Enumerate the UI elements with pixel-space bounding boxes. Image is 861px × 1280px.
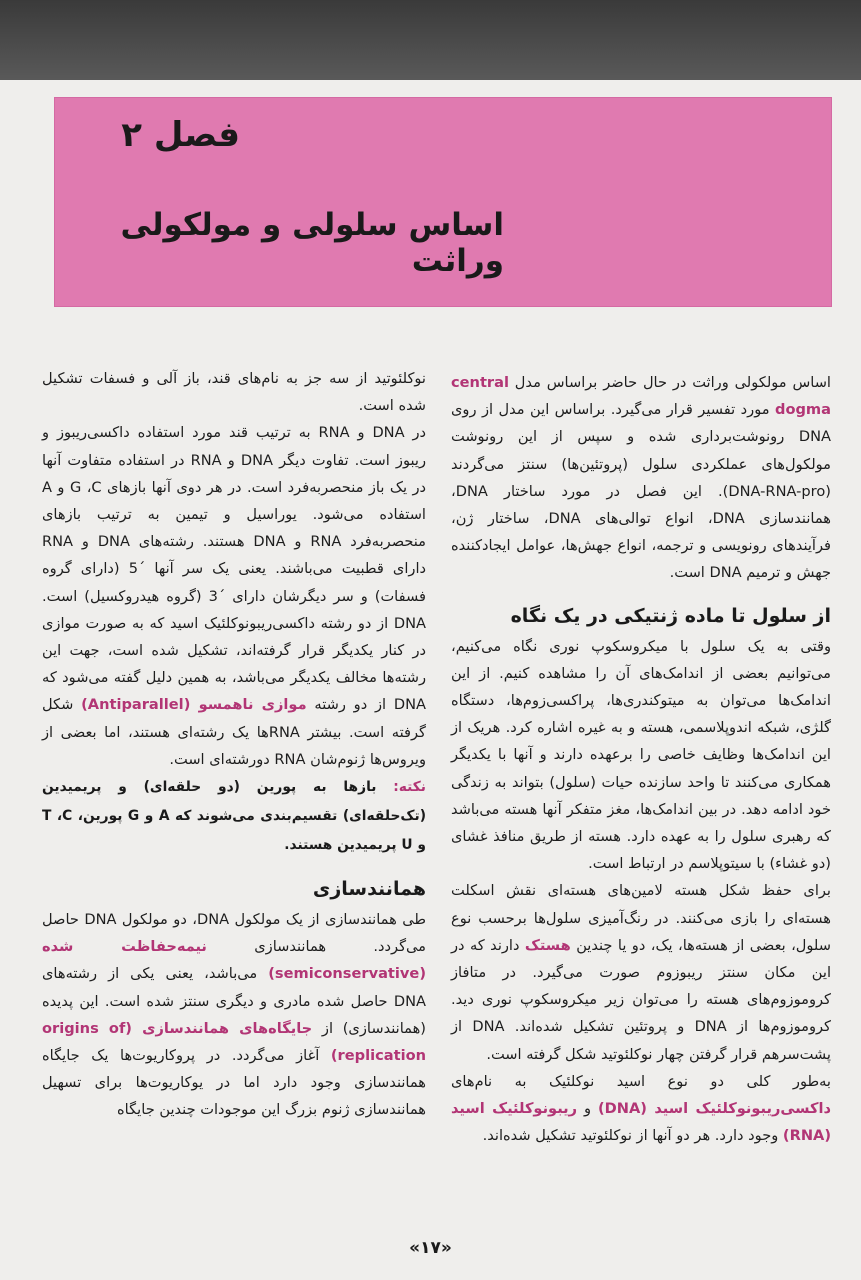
note-text: بازها به پورین (دو حلقه‌ای) و پریمیدین (تک‌حلقه‌ای) تقسیم‌بندی می‌شوند که A و G پورین، T ،C و U پریمیدین هستند. xyxy=(42,779,427,854)
note-label: نکته: xyxy=(393,779,426,796)
nucleolus-term: هستک xyxy=(524,936,571,954)
antiparallel-term: موازی ناهمسو (Antiparallel) xyxy=(81,696,307,714)
replication-paragraph: طی همانندسازی از یک مولکول DNA، دو مولکول DNA حاصل می‌گردد. همانندسازی نیمه‌حفاظت شده (semiconservative) می‌باشد، یعنی یکی از رشته‌های DNA حاصل شده مادری و دیگری سنتز شده است. این پدیده (همانندسازی) از جایگاه‌های همانندسازی (origins of replication) آغاز می‌گردد. در پروکاریوت‌ها یک جایگاه همانندسازی وجود دارد اما در یوکاریوت‌ها برای تسهیل همانندسازی ژنوم بزرگ این موجودات چندین جایگاه xyxy=(42,911,427,1119)
origins-term: جایگاه‌های همانندسازی (origins of replication) xyxy=(42,1019,426,1065)
nucleotide-paragraph: نوکلئوتید از سه جز به نام‌های قند، باز آلی و فسفات تشکیل شده است. xyxy=(42,370,426,415)
chapter-banner xyxy=(54,97,832,307)
left-column xyxy=(42,365,426,1124)
note-box xyxy=(42,773,426,860)
right-column xyxy=(451,369,831,1149)
dna-term: داکسی‌ریبونوکلئیک اسید (DNA) xyxy=(598,1100,831,1118)
intro-paragraph: اساس مولکولی وراثت در حال حاضر براساس مدل central dogma مورد تفسیر قرار می‌گیرد. براساس این مدل از روی DNA رونوشت‌برداری شده و سپس از این رونوشت مولکول‌های عملکردی سلول (پروتئین‌ها) سنتز می‌گردند (DNA-RNA-pro). این فصل در مورد ساختار DNA، همانندسازی DNA، انواع توالی‌های DNA، ساختار ژن، فرآیندهای رونویسی و ترجمه، انواع جهش‌ها، عوامل ایجادکننده جهش و ترمیم DNA است. xyxy=(451,374,831,582)
nucleic-acid-paragraph: به‌طور کلی دو نوع اسید نوکلئیک به نام‌های داکسی‌ریبونوکلئیک اسید (DNA) و ریبونوکلئیک اسید (RNA) وجود دارد. هر دو آنها از نوکلئوتید تشکیل شده‌اند. xyxy=(451,1072,831,1145)
central-dogma-term: central dogma xyxy=(451,374,831,419)
nucleus-paragraph: برای حفظ شکل هسته لامین‌های هسته‌ای نقش اسکلت هسته‌ای را بازی می‌کنند. در رنگ‌آمیزی سلول‌ها برحسب نوع سلول، بعضی از هسته‌ها، یک، دو یا چندین هستک دارند که در این مکان سنتز ریبوزوم صورت می‌گیرد. در متافاز کروموزوم‌های هسته را می‌توان زیر میکروسکوپ نوری دید. کروموزوم‌ها از DNA و پروتئین تشکیل شده‌اند. DNA از پشت‌سرهم قرار گرفتن چهار نوکلئوتید شکل گرفته است. xyxy=(451,882,832,1063)
section-heading-cell-overview: از سلول تا ماده ژنتیکی در یک نگاه xyxy=(510,604,831,627)
rna-term: ریبونوکلئیک اسید (RNA) xyxy=(451,1100,831,1145)
chapter-label: فصل ۲ xyxy=(121,115,240,155)
cell-paragraph: وقتی به یک سلول با میکروسکوپ نوری نگاه می‌کنیم، می‌توانیم بعضی از اندامک‌های آن را مشاهده کنیم. از این اندامک‌ها می‌توان به میتوکندری‌ها، پراکسی‌زوم‌ها، دستگاه گلژی، شبکه اندوپلاسمی، هسته و به غیره اشاره کرد. هریک از این اندامک‌ها وظایف خاصی را برعهده دارند و آنها با یکدیگر همکاری می‌کنند تا واحد سازنده حیات (سلول) بتواند به زندگی خود ادامه دهد. در بین اندامک‌ها، مغز متفکر آنها هسته می‌باشد که رهبری سلول را به عهده دارد. هسته از طریق منافذ غشای (دو غشاء) با سیتوپلاسم در ارتباط است. xyxy=(451,637,831,873)
semiconservative-term: نیمه‌حفاظت شده (semiconservative) xyxy=(42,938,426,983)
chapter-title: اساس سلولی و مولکولی وراثت xyxy=(120,207,504,279)
dna-rna-difference-paragraph: در DNA و RNA به ترتیب قند مورد استفاده داکسی‌ریبوز و ریبوز است. تفاوت دیگر DNA و RNA در استفاده متفاوت آنها در یک باز منحصربه‌فرد است. در هر دوی آنها بازهای G ،C و A استفاده می‌شود. یوراسیل و تیمین به ترتیب بازهای منحصربه‌فرد RNA و DNA هستند. رشته‌های DNA و RNA دارای قطبیت می‌باشند. یعنی یک سر آنها ´5 (دارای گروه فسفات) و سر دیگرشان دارای ´3 (گروه هیدروکسیل) است. DNA از دو رشته داکسی‌ریبونوکلئیک اسید که به صورت موازی در کنار یکدیگر قرار گرفته‌اند، تشکیل شده است، جهت این رشته‌ها مخالف یکدیگر می‌باشد، به همین دلیل گفته می‌شود که DNA از دو رشته موازی ناهمسو (Antiparallel) شکل گرفته است. بیشتر RNAها یک رشته‌ای هستند، اما بعضی از ویروس‌ها ژنوم‌شان RNA دورشته‌ای است. xyxy=(42,424,427,768)
page-number: «۱۷» xyxy=(409,1238,452,1258)
top-background xyxy=(0,0,861,82)
section-heading-replication: همانندسازی xyxy=(312,878,426,901)
